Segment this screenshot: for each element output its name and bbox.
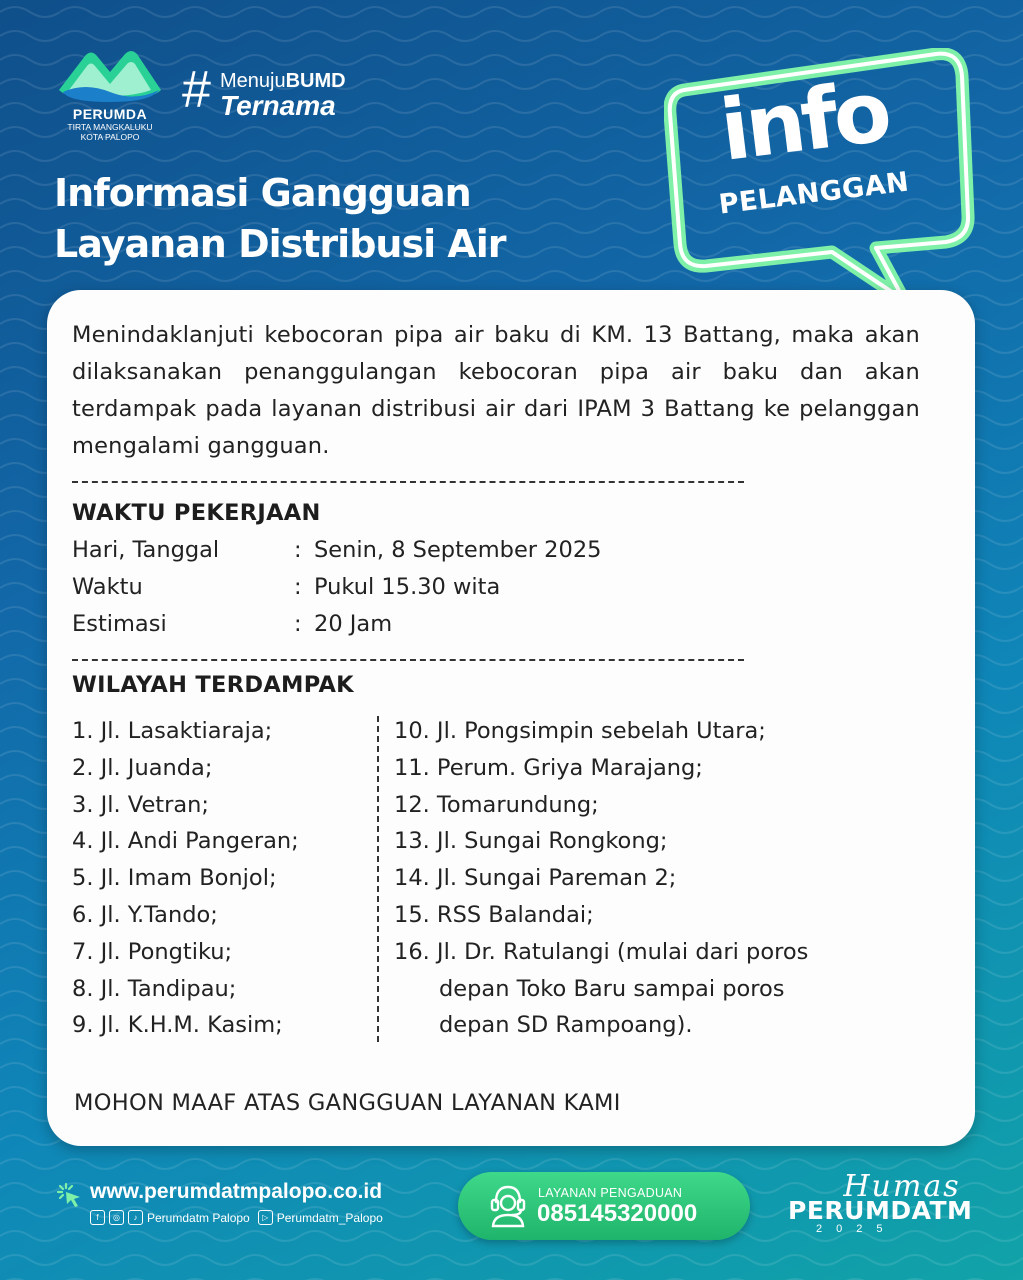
area-heading: WILAYAH TERDAMPAK xyxy=(72,672,354,698)
work-value: Senin, 8 September 2025 xyxy=(314,537,602,563)
column-divider xyxy=(377,716,379,1042)
list-item: 15. RSS Balandai; xyxy=(394,901,594,928)
page-title xyxy=(54,168,506,270)
humas-year: 2025 xyxy=(816,1223,897,1235)
list-item: 10. Jl. Pongsimpin sebelah Utara; xyxy=(394,718,766,744)
announcement-card xyxy=(47,290,975,1146)
area-list-right xyxy=(394,713,808,1044)
list-item: 16. Jl. Dr. Ratulangi (mulai dari poros xyxy=(394,938,809,965)
title-line1: Informasi Gangguan xyxy=(54,171,471,215)
list-item: 11. Perum. Griya Marajang; xyxy=(394,754,703,781)
social-handle-1[interactable]: Perumdatm Palopo xyxy=(147,1210,250,1225)
divider xyxy=(72,481,744,483)
company-logo xyxy=(52,46,168,142)
instagram-icon[interactable]: ◎ xyxy=(109,1210,124,1225)
info-pelanggan-badge xyxy=(664,48,976,308)
hashtag-line2: Ternama xyxy=(220,90,336,121)
list-item: 12. Tomarundung; xyxy=(394,791,599,818)
list-item-continued: depan SD Rampoang). xyxy=(439,1012,693,1039)
list-item-continued: depan Toko Baru sampai poros xyxy=(439,975,785,1002)
work-key: Hari, Tanggal xyxy=(72,537,220,563)
work-heading: WAKTU PEKERJAAN xyxy=(72,500,321,526)
apology-text: MOHON MAAF ATAS GANGGUAN LAYANAN KAMI xyxy=(74,1090,621,1116)
list-item: 6. Jl. Y.Tando; xyxy=(72,901,218,928)
work-value: Pukul 15.30 wita xyxy=(314,574,501,600)
badge-info-text: info xyxy=(715,62,893,180)
social-handle-2[interactable]: Perumdatm_Palopo xyxy=(276,1210,383,1225)
facebook-icon[interactable]: f xyxy=(90,1210,105,1225)
humas-script: Humas xyxy=(843,1169,961,1204)
tiktok-icon[interactable]: ♪ xyxy=(128,1210,143,1225)
divider xyxy=(72,659,744,661)
list-item: 13. Jl. Sungai Rongkong; xyxy=(394,828,668,855)
logo-line1: PERUMDA xyxy=(72,106,148,122)
work-sep: : xyxy=(294,574,302,600)
youtube-icon[interactable]: ▷ xyxy=(258,1210,273,1225)
list-item: 4. Jl. Andi Pangeran; xyxy=(72,828,299,855)
list-item: 9. Jl. K.H.M. Kasim; xyxy=(72,1012,283,1039)
cursor-click-icon xyxy=(56,1182,84,1210)
logo-line3: KOTA PALOPO xyxy=(80,132,140,142)
work-sep: : xyxy=(294,611,302,637)
hotline-number[interactable]: 085145320000 xyxy=(537,1200,698,1227)
list-item: 14. Jl. Sungai Pareman 2; xyxy=(394,865,677,892)
humas-signature xyxy=(782,1169,982,1235)
list-item: 1. Jl. Lasaktiaraja; xyxy=(72,718,273,744)
logo-line2: TIRTA MANGKALUKU xyxy=(67,122,153,132)
headset-agent-icon xyxy=(488,1182,528,1228)
mountain-water-logo-icon xyxy=(55,46,165,104)
hotline-label: LAYANAN PENGADUAN xyxy=(538,1186,683,1200)
hashtag-line1: MenujuBUMD xyxy=(220,70,346,92)
work-key: Waktu xyxy=(72,574,143,600)
work-sep: : xyxy=(294,537,302,563)
list-item: 3. Jl. Vetran; xyxy=(72,791,209,818)
website-url[interactable]: www.perumdatmpalopo.co.id xyxy=(90,1180,383,1203)
humas-brand: PERUMDATM xyxy=(788,1196,973,1225)
work-value: 20 Jam xyxy=(314,611,393,637)
hotline-button[interactable] xyxy=(458,1172,750,1240)
list-item: 7. Jl. Pongtiku; xyxy=(72,938,233,965)
work-key: Estimasi xyxy=(72,611,167,637)
intro-paragraph: Menindaklanjuti kebocoran pipa air baku di KM. 13 Battang, maka akan dilaksanakan penanggulangan kebocoran pipa air baku dan akan terdampak pada layanan distribusi air dari IPAM 3 Battang ke pelanggan mengalami gangguan. xyxy=(72,322,920,459)
list-item: 2. Jl. Juanda; xyxy=(72,754,213,781)
list-item: 5. Jl. Imam Bonjol; xyxy=(72,865,277,892)
area-list-left xyxy=(72,713,299,1044)
title-line2: Layanan Distribusi Air xyxy=(54,222,506,266)
badge-pelanggan-text: PELANGGAN xyxy=(717,166,911,221)
social-links xyxy=(90,1210,383,1225)
list-item: 8. Jl. Tandipau; xyxy=(72,975,237,1002)
hash-symbol: # xyxy=(182,61,211,119)
